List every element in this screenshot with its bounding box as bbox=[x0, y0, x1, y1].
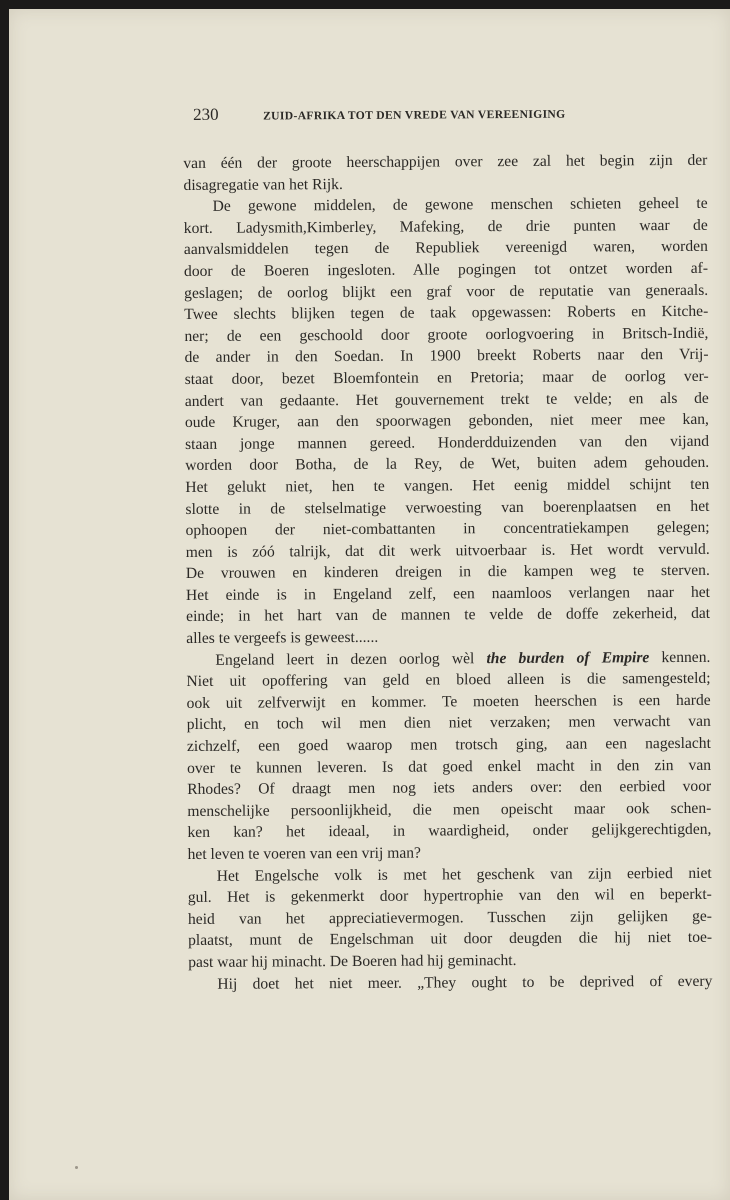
text-line: plicht, en toch wil men dien niet verzaken; men verwacht van bbox=[186, 713, 711, 734]
text-after-italic: kennen. bbox=[649, 648, 711, 666]
text-line: menschelijke persoonlijkheid, die men opeischt maar ook schen- bbox=[187, 799, 712, 820]
text-line: geslagen; de oorlog blijkt een graf voor de reputatie van generaals. bbox=[184, 281, 709, 302]
page-content bbox=[183, 102, 712, 995]
text-line: staan jonge mannen gereed. Honderdduizenden van den vijand bbox=[185, 432, 710, 453]
text-line: Hij doet het niet meer. „They ought to be deprived of every bbox=[217, 972, 713, 993]
text-line: alles te vergeefs is geweest...... bbox=[186, 628, 379, 648]
text-line: heid van het appreciatievermogen. Tusschen zijn gelijken ge- bbox=[187, 907, 713, 928]
text-line: Twee slechts blijken tegen de taak opgewassen: Roberts en Kitche- bbox=[184, 302, 709, 324]
text-line: Rhodes? Of draagt men nog iets anders over: den eerbied voor bbox=[187, 778, 712, 799]
text-line: De vrouwen en kinderen dreigen in die kampen weg te sterven. bbox=[185, 562, 710, 583]
running-title: ZUID-AFRIKA TOT DEN VREDE VAN VEREENIGING bbox=[263, 107, 566, 123]
page-header bbox=[183, 102, 707, 131]
text-line: over te kunnen leveren. Is dat goed enkel macht in den zin van bbox=[186, 756, 712, 777]
text-line: past waar hij minacht. De Boeren had hij geminacht. bbox=[188, 951, 517, 971]
text-line: de ander in den Soedan. In 1900 breekt Roberts naar den Vrij- bbox=[184, 346, 709, 367]
text-line: zichzelf, een goed waarop men trotsch ging, aan een nageslacht bbox=[186, 734, 711, 756]
text-line: plaatst, munt de Engelschman uit door deugden die hij niet toe- bbox=[188, 929, 713, 950]
text-line: ner; de een geschoold door groote oorlogvoering in Britsch-Indië, bbox=[184, 324, 709, 345]
text-line: kort. Ladysmith,Kimberley, Mafeking, de drie punten waar de bbox=[183, 216, 708, 237]
text-line: worden door Botha, de la Rey, de Wet, buiten adem gehouden. bbox=[185, 454, 710, 475]
page-number: 230 bbox=[192, 104, 219, 124]
text-line: oude Kruger, aan den spoorwagen gebonden, niet meer mee kan, bbox=[184, 410, 709, 432]
text-line: gul. Het is gekenmerkt door hypertrophie van den wil en beperkt- bbox=[187, 885, 712, 907]
text-line: van één der groote heerschappijen over zee zal het begin zijn der bbox=[183, 151, 708, 172]
text-before-italic: Engeland leert in dezen oorlog wèl bbox=[215, 649, 487, 669]
book-page bbox=[9, 9, 730, 1200]
text-line: door de Boeren ingesloten. Alle pogingen tot ontzet worden af- bbox=[183, 259, 709, 280]
body-text bbox=[183, 150, 712, 995]
text-line: men is zóó talrijk, dat dit werk uitvoerbaar is. Het wordt vervuld. bbox=[185, 540, 710, 561]
text-line: disagregatie van het Rijk. bbox=[183, 175, 343, 194]
text-line: De gewone middelen, de gewone menschen schieten geheel te bbox=[212, 194, 708, 216]
text-line: het leven te voeren van een vrij man? bbox=[187, 844, 422, 863]
text-line: staat door, bezet Bloemfontein en Pretoria; maar de oorlog ver- bbox=[184, 367, 709, 388]
text-line: Niet uit opoffering van geld en bloed alleen is die samengesteld; bbox=[186, 670, 711, 691]
text-line: andert van gedaante. Het gouvernement trekt te velde; en als de bbox=[184, 389, 709, 410]
text-line: ophoopen der niet-combattanten in concentratiekampen gelegen; bbox=[185, 518, 710, 540]
text-line: ook uit zelfverwijt en kommer. Te moeten heerschen is een harde bbox=[186, 691, 711, 712]
paper-speck bbox=[75, 1166, 78, 1169]
text-line: slotte in de stelselmatige verwoesting van boerenplaatsen en het bbox=[185, 497, 710, 518]
text-line: einde; in het hart van de mannen te velde de doffe zekerheid, dat bbox=[186, 605, 711, 626]
italic-phrase: the burden of Empire bbox=[486, 648, 650, 667]
text-line: Het gelukt niet, hen te vangen. Het eenig middel schijnt ten bbox=[185, 475, 710, 496]
text-line: ken kan? het ideaal, in waardigheid, onder gelijkgerechtigden, bbox=[187, 821, 712, 842]
text-line: Het einde is in Engeland zelf, een naamloos verlangen naar het bbox=[185, 583, 711, 604]
text-line: Het Engelsche volk is met het geschenk van zijn eerbied niet bbox=[216, 864, 712, 885]
text-line: aanvalsmiddelen tegen de Republiek vereenigd waren, worden bbox=[183, 238, 708, 259]
